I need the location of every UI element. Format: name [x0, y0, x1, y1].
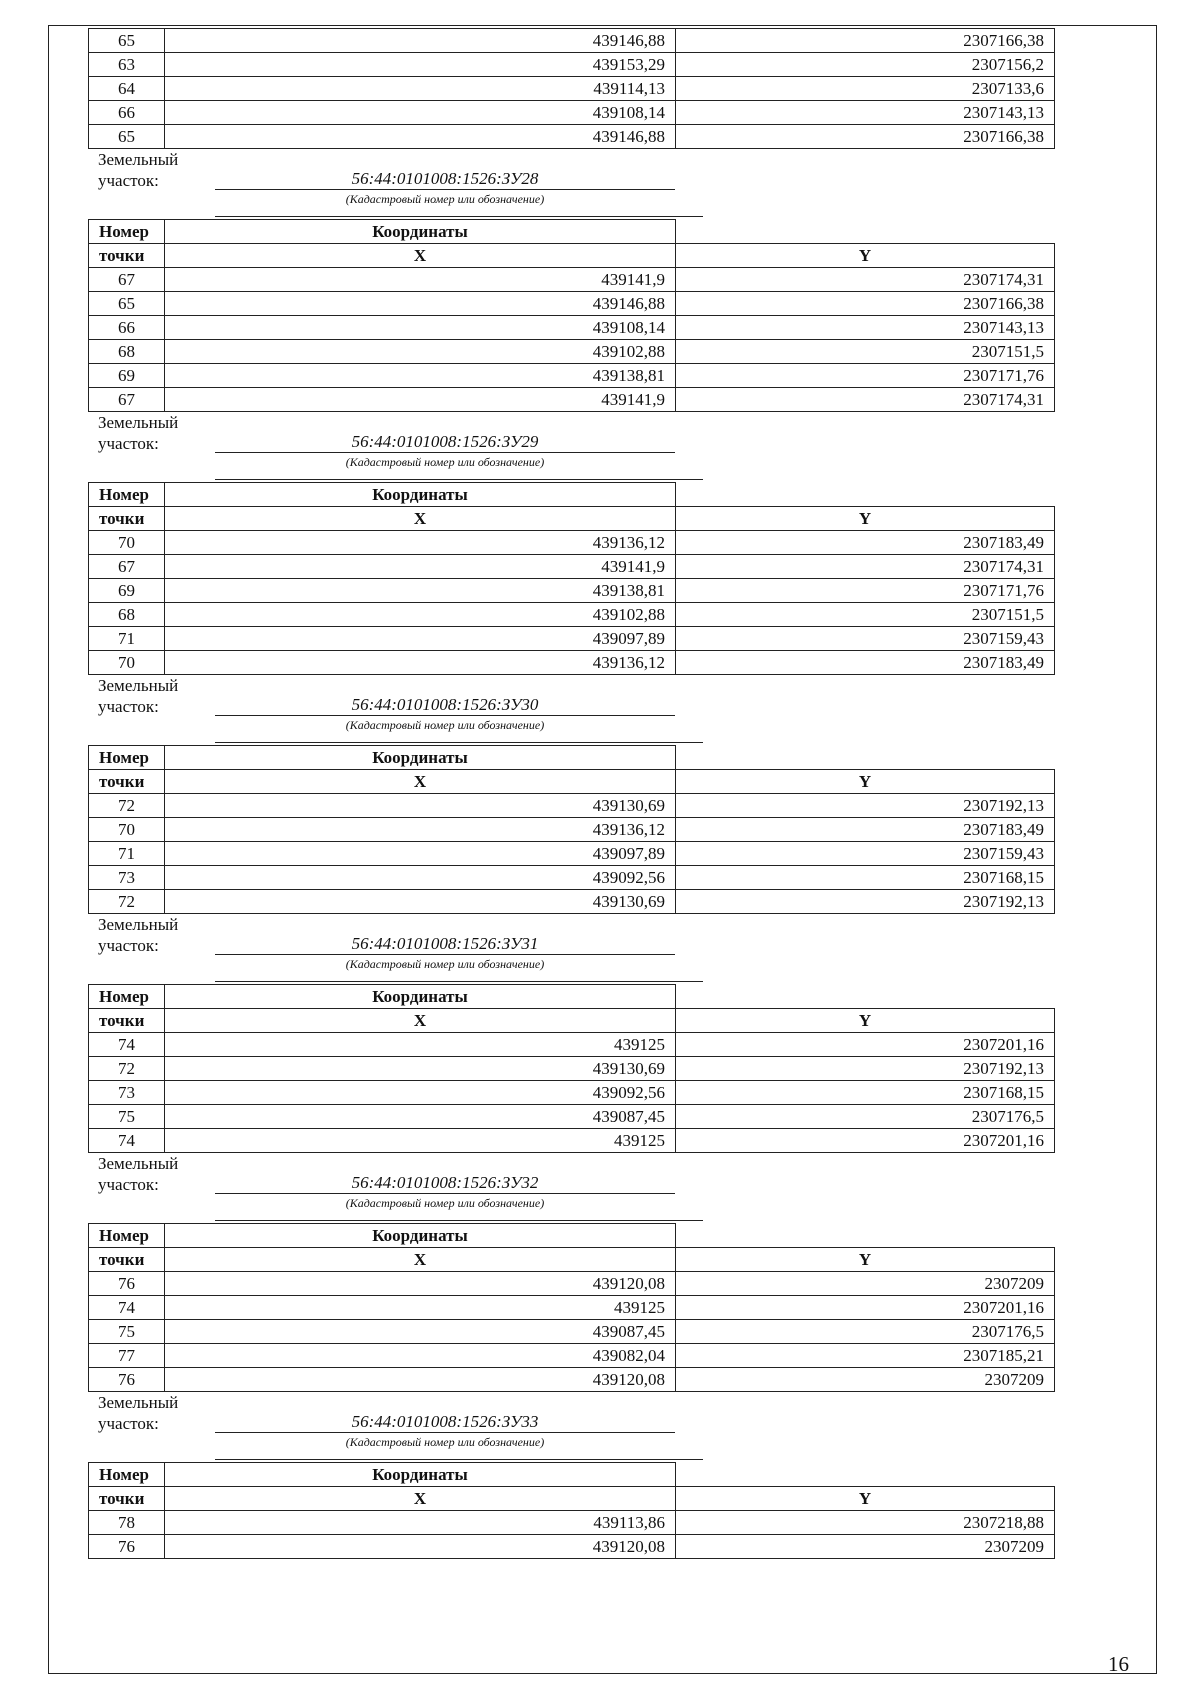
point-number-cell: 63 [89, 53, 165, 77]
separator-line [215, 479, 703, 480]
header-row [89, 770, 1055, 794]
cadastral-number: 56:44:0101008:1526:ЗУ33 [215, 1412, 675, 1433]
y-coordinate-cell: 2307166,38 [676, 292, 1055, 316]
table-row [89, 818, 1055, 842]
cadastral-caption: (Кадастровый номер или обозначение) [345, 718, 545, 732]
y-coordinate-cell: 2307143,13 [676, 101, 1055, 125]
table-row [89, 603, 1055, 627]
separator-line [215, 742, 703, 743]
x-coordinate-cell: 439120,08 [165, 1535, 676, 1559]
header-point-line1: Номер [89, 220, 165, 244]
header-point-line1: Номер [89, 746, 165, 770]
cadastral-caption: (Кадастровый номер или обозначение) [345, 455, 545, 469]
y-coordinate-cell: 2307218,88 [676, 1511, 1055, 1535]
plot-label [88, 1392, 1054, 1462]
y-coordinate-cell: 2307183,49 [676, 818, 1055, 842]
header-y: Y [676, 770, 1055, 794]
header-x: X [165, 770, 676, 794]
point-number-cell: 67 [89, 388, 165, 412]
plot-label-line2: участок: [98, 1414, 159, 1433]
x-coordinate-cell: 439125 [165, 1296, 676, 1320]
table-row [89, 866, 1055, 890]
y-coordinate-cell: 2307209 [676, 1272, 1055, 1296]
point-number-cell: 73 [89, 866, 165, 890]
x-coordinate-cell: 439082,04 [165, 1344, 676, 1368]
plot-label-line1: Земельный [98, 150, 179, 169]
cadastral-caption: (Кадастровый номер или обозначение) [345, 957, 545, 971]
header-row [89, 1224, 1055, 1248]
y-coordinate-cell: 2307168,15 [676, 866, 1055, 890]
x-coordinate-cell: 439125 [165, 1129, 676, 1153]
table-row [89, 77, 1055, 101]
header-row [89, 244, 1055, 268]
header-blank-cell [676, 483, 1055, 507]
point-number-cell: 68 [89, 603, 165, 627]
cadastral-caption: (Кадастровый номер или обозначение) [345, 192, 545, 206]
table-row [89, 651, 1055, 675]
point-number-cell: 66 [89, 101, 165, 125]
table-row [89, 316, 1055, 340]
cadastral-caption: (Кадастровый номер или обозначение) [345, 1196, 545, 1210]
table-row [89, 53, 1055, 77]
plot-label-line1: Земельный [98, 1393, 179, 1412]
x-coordinate-cell: 439092,56 [165, 866, 676, 890]
point-number-cell: 74 [89, 1129, 165, 1153]
x-coordinate-cell: 439097,89 [165, 842, 676, 866]
point-number-cell: 71 [89, 842, 165, 866]
header-coordinates: Координаты [165, 985, 676, 1009]
y-coordinate-cell: 2307201,16 [676, 1296, 1055, 1320]
y-coordinate-cell: 2307166,38 [676, 125, 1055, 149]
point-number-cell: 74 [89, 1033, 165, 1057]
x-coordinate-cell: 439097,89 [165, 627, 676, 651]
x-coordinate-cell: 439102,88 [165, 340, 676, 364]
header-coordinates: Координаты [165, 220, 676, 244]
point-number-cell: 75 [89, 1105, 165, 1129]
point-number-cell: 74 [89, 1296, 165, 1320]
cadastral-caption: (Кадастровый номер или обозначение) [345, 1435, 545, 1449]
coordinates-table [88, 219, 1055, 412]
cadastral-number: 56:44:0101008:1526:ЗУ31 [215, 934, 675, 955]
header-row [89, 1487, 1055, 1511]
y-coordinate-cell: 2307168,15 [676, 1081, 1055, 1105]
x-coordinate-cell: 439138,81 [165, 364, 676, 388]
coordinates-table [88, 1223, 1055, 1392]
y-coordinate-cell: 2307143,13 [676, 316, 1055, 340]
header-point-line2: точки [89, 1248, 165, 1272]
table-row [89, 1033, 1055, 1057]
header-row [89, 507, 1055, 531]
table-row [89, 1129, 1055, 1153]
header-row [89, 1009, 1055, 1033]
plot-label-line1: Земельный [98, 915, 179, 934]
x-coordinate-cell: 439087,45 [165, 1105, 676, 1129]
header-point-line2: точки [89, 1487, 165, 1511]
plot-label-line1: Земельный [98, 1154, 179, 1173]
header-point-line2: точки [89, 507, 165, 531]
y-coordinate-cell: 2307209 [676, 1368, 1055, 1392]
plot-label-line2: участок: [98, 434, 159, 453]
table-row [89, 531, 1055, 555]
point-number-cell: 66 [89, 316, 165, 340]
header-point-line1: Номер [89, 985, 165, 1009]
x-coordinate-cell: 439141,9 [165, 555, 676, 579]
header-row [89, 1463, 1055, 1487]
point-number-cell: 70 [89, 651, 165, 675]
table-row [89, 292, 1055, 316]
y-coordinate-cell: 2307171,76 [676, 364, 1055, 388]
y-coordinate-cell: 2307185,21 [676, 1344, 1055, 1368]
plot-label [88, 1153, 1054, 1223]
point-number-cell: 68 [89, 340, 165, 364]
x-coordinate-cell: 439141,9 [165, 388, 676, 412]
point-number-cell: 69 [89, 364, 165, 388]
table-row [89, 555, 1055, 579]
point-number-cell: 72 [89, 1057, 165, 1081]
point-number-cell: 70 [89, 531, 165, 555]
header-point-line2: точки [89, 1009, 165, 1033]
point-number-cell: 69 [89, 579, 165, 603]
x-coordinate-cell: 439130,69 [165, 890, 676, 914]
point-number-cell: 75 [89, 1320, 165, 1344]
y-coordinate-cell: 2307183,49 [676, 531, 1055, 555]
table-row [89, 1296, 1055, 1320]
table-row [89, 1057, 1055, 1081]
x-coordinate-cell: 439120,08 [165, 1368, 676, 1392]
plot-label-line2: участок: [98, 1175, 159, 1194]
point-number-cell: 76 [89, 1535, 165, 1559]
header-y: Y [676, 244, 1055, 268]
point-number-cell: 73 [89, 1081, 165, 1105]
table-row [89, 1081, 1055, 1105]
header-x: X [165, 244, 676, 268]
x-coordinate-cell: 439113,86 [165, 1511, 676, 1535]
table-row [89, 1320, 1055, 1344]
plot-label [88, 914, 1054, 984]
header-point-line2: точки [89, 770, 165, 794]
x-coordinate-cell: 439136,12 [165, 531, 676, 555]
table-row [89, 1105, 1055, 1129]
y-coordinate-cell: 2307183,49 [676, 651, 1055, 675]
plots-list [88, 149, 1054, 1559]
header-x: X [165, 507, 676, 531]
y-coordinate-cell: 2307151,5 [676, 603, 1055, 627]
x-coordinate-cell: 439125 [165, 1033, 676, 1057]
x-coordinate-cell: 439114,13 [165, 77, 676, 101]
plot-label-line2: участок: [98, 936, 159, 955]
cadastral-number: 56:44:0101008:1526:ЗУ29 [215, 432, 675, 453]
header-blank-cell [676, 985, 1055, 1009]
point-number-cell: 65 [89, 125, 165, 149]
header-blank-cell [676, 746, 1055, 770]
separator-line [215, 1459, 703, 1460]
plot-label-line2: участок: [98, 171, 159, 190]
x-coordinate-cell: 439146,88 [165, 29, 676, 53]
x-coordinate-cell: 439130,69 [165, 794, 676, 818]
header-row [89, 1248, 1055, 1272]
header-point-line1: Номер [89, 1463, 165, 1487]
x-coordinate-cell: 439138,81 [165, 579, 676, 603]
cadastral-number: 56:44:0101008:1526:ЗУ32 [215, 1173, 675, 1194]
header-point-line2: точки [89, 244, 165, 268]
y-coordinate-cell: 2307156,2 [676, 53, 1055, 77]
document-content [88, 28, 1054, 1559]
plot-label [88, 412, 1054, 482]
y-coordinate-cell: 2307166,38 [676, 29, 1055, 53]
header-x: X [165, 1487, 676, 1511]
x-coordinate-cell: 439102,88 [165, 603, 676, 627]
table-row [89, 1511, 1055, 1535]
table-row [89, 364, 1055, 388]
y-coordinate-cell: 2307176,5 [676, 1105, 1055, 1129]
coordinates-table-continued [88, 28, 1055, 149]
point-number-cell: 72 [89, 890, 165, 914]
table-row [89, 627, 1055, 651]
y-coordinate-cell: 2307201,16 [676, 1033, 1055, 1057]
point-number-cell: 78 [89, 1511, 165, 1535]
y-coordinate-cell: 2307174,31 [676, 555, 1055, 579]
header-row [89, 220, 1055, 244]
plot-label-line2: участок: [98, 697, 159, 716]
point-number-cell: 67 [89, 555, 165, 579]
table-row [89, 1272, 1055, 1296]
table-row [89, 101, 1055, 125]
x-coordinate-cell: 439120,08 [165, 1272, 676, 1296]
header-y: Y [676, 1248, 1055, 1272]
header-point-line1: Номер [89, 483, 165, 507]
header-y: Y [676, 1009, 1055, 1033]
point-number-cell: 71 [89, 627, 165, 651]
plot-label [88, 675, 1054, 745]
cadastral-number: 56:44:0101008:1526:ЗУ28 [215, 169, 675, 190]
y-coordinate-cell: 2307201,16 [676, 1129, 1055, 1153]
header-point-line1: Номер [89, 1224, 165, 1248]
header-coordinates: Координаты [165, 1463, 676, 1487]
header-coordinates: Координаты [165, 483, 676, 507]
page-number: 16 [1108, 1652, 1129, 1676]
plot-label-line1: Земельный [98, 676, 179, 695]
point-number-cell: 64 [89, 77, 165, 101]
header-coordinates: Координаты [165, 1224, 676, 1248]
point-number-cell: 76 [89, 1368, 165, 1392]
plot-label [88, 149, 1054, 219]
header-row [89, 483, 1055, 507]
y-coordinate-cell: 2307209 [676, 1535, 1055, 1559]
table-row [89, 125, 1055, 149]
header-blank-cell [676, 220, 1055, 244]
plot-label-line1: Земельный [98, 413, 179, 432]
table-row [89, 890, 1055, 914]
separator-line [215, 216, 703, 217]
coordinates-table [88, 1462, 1055, 1559]
header-y: Y [676, 507, 1055, 531]
point-number-cell: 77 [89, 1344, 165, 1368]
table-row [89, 1368, 1055, 1392]
y-coordinate-cell: 2307192,13 [676, 794, 1055, 818]
y-coordinate-cell: 2307192,13 [676, 890, 1055, 914]
y-coordinate-cell: 2307174,31 [676, 388, 1055, 412]
coordinates-table [88, 745, 1055, 914]
table-row [89, 388, 1055, 412]
header-y: Y [676, 1487, 1055, 1511]
x-coordinate-cell: 439130,69 [165, 1057, 676, 1081]
point-number-cell: 70 [89, 818, 165, 842]
table-row [89, 1535, 1055, 1559]
y-coordinate-cell: 2307174,31 [676, 268, 1055, 292]
header-coordinates: Координаты [165, 746, 676, 770]
coordinates-table [88, 482, 1055, 675]
separator-line [215, 981, 703, 982]
point-number-cell: 65 [89, 29, 165, 53]
table-row [89, 842, 1055, 866]
point-number-cell: 67 [89, 268, 165, 292]
header-blank-cell [676, 1463, 1055, 1487]
table-row [89, 794, 1055, 818]
x-coordinate-cell: 439136,12 [165, 651, 676, 675]
header-x: X [165, 1009, 676, 1033]
y-coordinate-cell: 2307176,5 [676, 1320, 1055, 1344]
y-coordinate-cell: 2307159,43 [676, 842, 1055, 866]
coordinates-table [88, 984, 1055, 1153]
header-blank-cell [676, 1224, 1055, 1248]
x-coordinate-cell: 439136,12 [165, 818, 676, 842]
point-number-cell: 76 [89, 1272, 165, 1296]
x-coordinate-cell: 439108,14 [165, 101, 676, 125]
x-coordinate-cell: 439141,9 [165, 268, 676, 292]
point-number-cell: 72 [89, 794, 165, 818]
table-row [89, 268, 1055, 292]
x-coordinate-cell: 439146,88 [165, 125, 676, 149]
header-row [89, 746, 1055, 770]
header-x: X [165, 1248, 676, 1272]
table-row [89, 29, 1055, 53]
y-coordinate-cell: 2307171,76 [676, 579, 1055, 603]
table-row [89, 340, 1055, 364]
separator-line [215, 1220, 703, 1221]
x-coordinate-cell: 439087,45 [165, 1320, 676, 1344]
x-coordinate-cell: 439092,56 [165, 1081, 676, 1105]
y-coordinate-cell: 2307192,13 [676, 1057, 1055, 1081]
point-number-cell: 65 [89, 292, 165, 316]
table-row [89, 1344, 1055, 1368]
y-coordinate-cell: 2307159,43 [676, 627, 1055, 651]
header-row [89, 985, 1055, 1009]
x-coordinate-cell: 439146,88 [165, 292, 676, 316]
cadastral-number: 56:44:0101008:1526:ЗУ30 [215, 695, 675, 716]
x-coordinate-cell: 439153,29 [165, 53, 676, 77]
x-coordinate-cell: 439108,14 [165, 316, 676, 340]
y-coordinate-cell: 2307151,5 [676, 340, 1055, 364]
table-row [89, 579, 1055, 603]
y-coordinate-cell: 2307133,6 [676, 77, 1055, 101]
